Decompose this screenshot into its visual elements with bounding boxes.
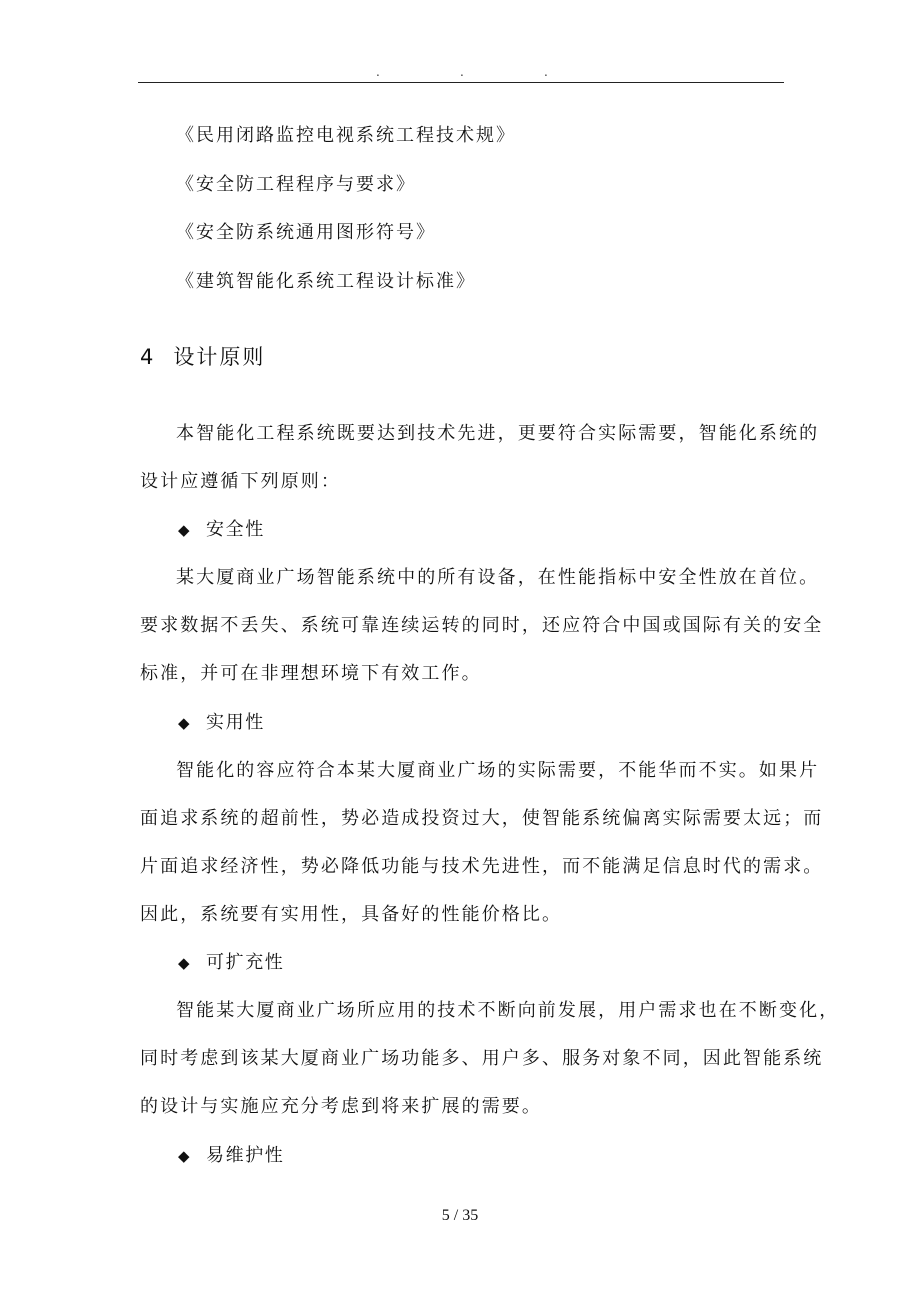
section-heading: [140, 343, 265, 371]
reference-item: 《安全防工程程序与要求》: [176, 174, 416, 195]
principle-title: 安全性: [206, 519, 265, 540]
intro-line: 本智能化工程系统既要达到技术先进，更要符合实际需要，智能化系统的: [176, 423, 820, 444]
intro-line: 设计应遵循下列原则：: [140, 471, 341, 492]
diamond-bullet-icon: ◆: [178, 954, 192, 972]
principle-heading-extensibility: [178, 951, 284, 975]
paragraph-line: 智能化的容应符合本某大厦商业广场的实际需要，不能华而不实。如果片: [176, 760, 820, 781]
paragraph-line: 的设计与实施应充分考虑到将来扩展的需要。: [140, 1096, 542, 1117]
paragraph-line: 智能某大厦商业广场所应用的技术不断向前发展，用户需求也在不断变化，: [176, 1000, 840, 1021]
principle-title: 易维护性: [206, 1145, 285, 1166]
reference-item: 《安全防系统通用图形符号》: [176, 222, 436, 243]
principle-heading-practicality: [178, 711, 265, 735]
diamond-bullet-icon: ◆: [178, 1147, 192, 1165]
paragraph-line: 因此，系统要有实用性，具备好的性能价格比。: [140, 904, 563, 925]
page-number: 5 / 35: [441, 1207, 479, 1224]
diamond-bullet-icon: ◆: [178, 714, 192, 732]
principle-title: 实用性: [206, 712, 265, 733]
paragraph-line: 标准，并可在非理想环境下有效工作。: [140, 663, 482, 684]
page-header-dots: [138, 64, 784, 80]
paragraph-line: 某大厦商业广场智能系统中的所有设备，在性能指标中安全性放在首位。: [176, 567, 820, 588]
paragraph-line: 面追求系统的超前性，势必造成投资过大，使智能系统偏离实际需要太远；而: [140, 808, 824, 829]
principle-title: 可扩充性: [206, 952, 285, 973]
principle-heading-maintainability: [178, 1144, 284, 1168]
paragraph-line: 片面追求经济性，势必降低功能与技术先进性，而不能满足信息时代的需求。: [140, 856, 824, 877]
header-rule: [138, 82, 784, 83]
principle-heading-safety: [178, 518, 265, 542]
reference-item: 《民用闭路监控电视系统工程技术规》: [176, 125, 516, 146]
reference-item: 《建筑智能化系统工程设计标准》: [176, 271, 476, 292]
paragraph-line: 同时考虑到该某大厦商业广场功能多、用户多、服务对象不同，因此智能系统: [140, 1048, 824, 1069]
section-number: 4: [140, 345, 156, 369]
diamond-bullet-icon: ◆: [178, 521, 192, 539]
section-title: 设计原则: [173, 345, 266, 369]
paragraph-line: 要求数据不丢失、系统可靠连续运转的同时，还应符合中国或国际有关的安全: [140, 615, 824, 636]
header-dot: .: [544, 65, 548, 79]
header-dot: .: [460, 65, 464, 79]
header-dot: .: [376, 65, 380, 79]
